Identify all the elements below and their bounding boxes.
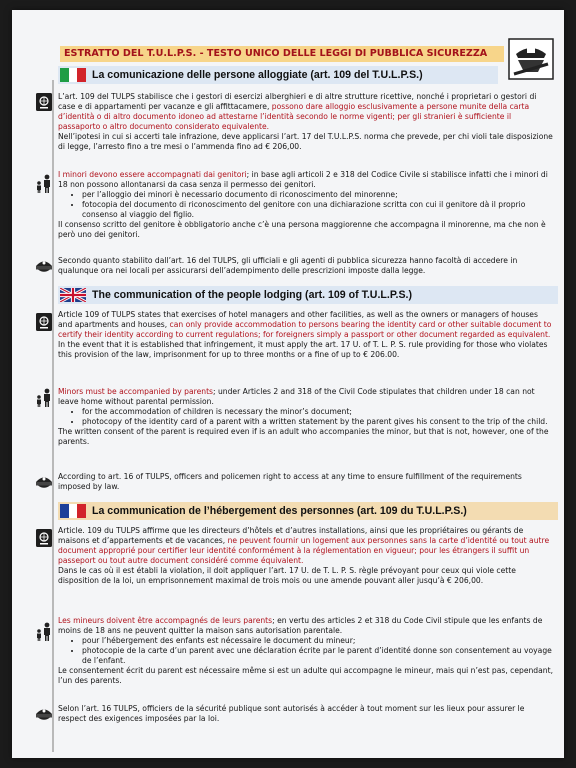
police-cap-icon bbox=[34, 704, 54, 724]
list-item: • photocopy of the identity card of a parent with a written statement by the parent gives his consent to the trip of the child. bbox=[82, 417, 554, 427]
paragraph-english-article-109: Article 109 of TULPS states that exercises of hotel managers and other facilities, as well as the owners or managers of houses and apartments and houses, can only provide accommodation to persons bearing the identity card or other suitable document to certify their identity according to current regulations; for foreigners simply a passport or other document regarded as equivalent. In the event that it is established that infringement, it must apply the art. 17 U. of T. L. P. S. rule providing for those who violates this provision of the law, imprisonment for up to three months or a fine of up to € 206.00. bbox=[58, 310, 552, 359]
paragraph-italian-article-16: Secondo quanto stabilito dall’art. 16 del TULPS, gli ufficiali e gli agenti di pubblica sicurezza hanno facoltà di accedere in qualunque ora nei locali per assicurarsi dell’adempimento delle prescrizioni imposte dalla legge. bbox=[58, 256, 518, 275]
list-item: • for the accommodation of children is necessary the minor’s document; bbox=[82, 407, 554, 417]
uk-flag-icon bbox=[60, 288, 86, 302]
paragraph-english-minors: Minors must be accompanied by parents; under Articles 2 and 318 of the Civil Code stipulates that children under 18 can not leave home without parental permission. • for the accommodation of children is necessary the minor’s document; • photocopy of the identity card of a parent with a written statement by the parent gives his consent to the trip of the child. The written consent of the parent is required even if is an adult who accompanies the minor, but that is not, however, one of the parents. bbox=[58, 387, 554, 447]
police-badge-icon bbox=[508, 38, 554, 80]
section-heading-french: La communication de l’hébergement des personnes (art. 109 du T.U.L.P.S.) bbox=[58, 502, 558, 520]
paragraph-french-article-109: Article. 109 du TULPS affirme que les directeurs d’hôtels et d’autres installations, ainsi que les propriétaires ou gérants de maisons et d’appartements et de vacances, ne peuvent fournir un logement aux personnes sans la carte d’identité ou tout autre document approprié pour certifier leur identité conformément à la réglementation en vigueur; pour les étrangers il suffit un passeport ou tout autre document considéré comme équivalent. Dans le cas où il est établi la violation, il doit appliquer l’art. 17 U. de T. L. P. S. règle prévoyant pour ceux qui viole cette disposition de la loi, un emprisonnement maximal de trois mois ou une amende pouvant aller jusqu’à € 206,00. bbox=[58, 526, 550, 585]
france-flag-icon bbox=[60, 504, 86, 518]
document-page bbox=[12, 10, 564, 758]
document-title: ESTRATTO DEL T.U.L.P.S. - TESTO UNICO DELLE LEGGI DI PUBBLICA SICUREZZA bbox=[60, 46, 504, 62]
paragraph-french-minors: Les mineurs doivent être accompagnés de leurs parents; en vertu des articles 2 et 318 du Code Civil stipule que les enfants de moins de 18 ans ne peuvent quitter la maison sans autorisation parentale. • pour l’hébergement des enfants est nécessaire le document du mineur; • photocopie de la carte d’un parent avec une déclaration écrite par le parent d’identité donne son consentement au voyage de l’enfant. Le consentement écrit du parent est nécessaire même si est un adulte qui accompagne le mineur, mais qui n’est pas, cependant, l’un des parents. bbox=[58, 616, 554, 686]
paragraph-french-article-16: Selon l’art. 16 TULPS, officiers de la sécurité publique sont autorisés à accéder à tout moment sur les lieux pour assurer le respect des exigences imposées par la loi. bbox=[58, 704, 525, 723]
parent-child-icon bbox=[34, 622, 54, 642]
paragraph-italian-article-109: L’art. 109 del TULPS stabilisce che i gestori di esercizi alberghieri e di altre strutture ricettive, nonché i proprietari o gestori di case e di appartamenti per vacanze e gli affittacamere, possono dare alloggio esclusivamente a persone munite della carta d’identità o di altro documento idoneo ad attestarne l’identità secondo le norme vigenti; per gli stranieri è sufficiente il passaporto o altro documento considerato equivalente. Nell’ipotesi in cui si accerti tale infrazione, deve applicarsi l’art. 17 del T.U.L.P.S. norma che prevede, per chi violi tale disposizione di legge, l’arresto fino a tre mesi o l’ammenda fino ad € 206,00. bbox=[58, 92, 553, 151]
police-cap-icon bbox=[34, 472, 54, 492]
french-requirements-list bbox=[58, 636, 554, 666]
list-item: • fotocopia del documento di riconoscimento del genitore con una dichiarazione scritta con cui il genitore dà il proprio consenso al viaggio del figlio. bbox=[82, 200, 554, 220]
english-requirements-list bbox=[58, 407, 554, 427]
passport-icon bbox=[34, 312, 54, 332]
list-item: • photocopie de la carte d’un parent avec une déclaration écrite par le parent d’identité donne son consentement au voyage de l’enfant. bbox=[82, 646, 554, 666]
italian-requirements-list bbox=[58, 190, 554, 220]
paragraph-italian-minors: I minori devono essere accompagnati dai genitori; in base agli articoli 2 e 318 del Codice Civile si stabilisce infatti che i minori di 18 non possono allontanarsi da casa senza il permesso dei genitori. • per l’alloggio dei minori è necessario documento di riconoscimento del minorenne; • fotocopia del documento di riconoscimento del genitore con una dichiarazione scritta con cui il genitore dà il proprio consenso al viaggio del figlio. Il consenso scritto del genitore è obbligatorio anche c’è una persona maggiorenne che accompagna il minorenne, ma che non è però uno dei genitori. bbox=[58, 170, 554, 240]
list-item: • pour l’hébergement des enfants est nécessaire le document du mineur; bbox=[82, 636, 554, 646]
parent-child-icon bbox=[34, 174, 54, 194]
passport-icon bbox=[34, 528, 54, 548]
italy-flag-icon bbox=[60, 68, 86, 82]
passport-icon bbox=[34, 92, 54, 112]
police-cap-icon bbox=[34, 256, 54, 276]
list-item: • per l’alloggio dei minori è necessario documento di riconoscimento del minorenne; bbox=[82, 190, 554, 200]
paragraph-english-article-16: According to art. 16 of TULPS, officers and policemen right to access at any time to ensure fulfillment of the requirements imposed by law. bbox=[58, 472, 522, 491]
parent-child-icon bbox=[34, 388, 54, 408]
section-heading-italian: La comunicazione delle persone alloggiate (art. 109 del T.U.L.P.S.) bbox=[58, 66, 498, 84]
section-heading-english: The communication of the people lodging (art. 109 of T.U.L.P.S.) bbox=[58, 286, 558, 304]
